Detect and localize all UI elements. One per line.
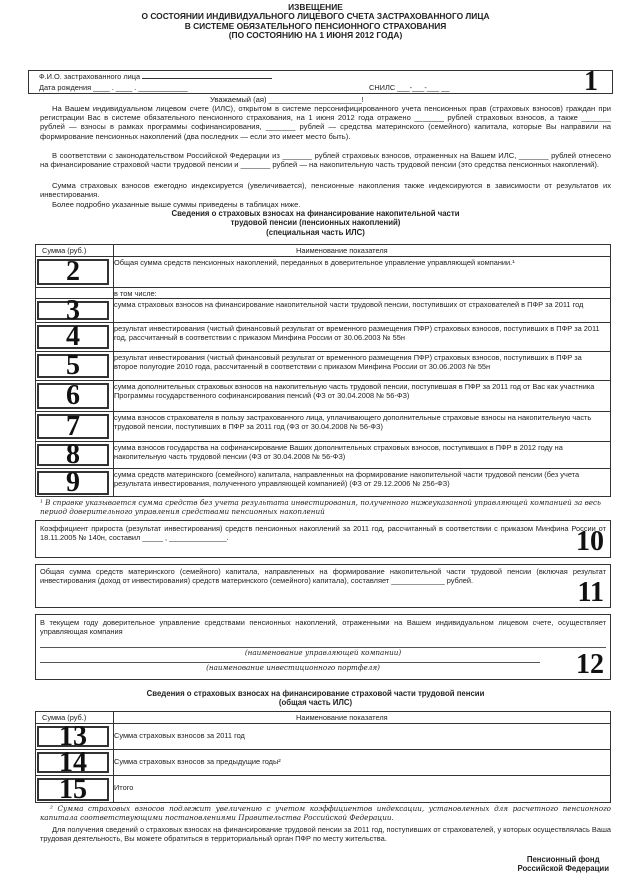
row-number-box[interactable] bbox=[37, 773, 109, 805]
table-row bbox=[35, 441, 611, 468]
row-text: Общая сумма средств пенсионных накоплений, переданных в доверительное управление управляющей компании.¹ bbox=[114, 258, 515, 267]
row-number-box[interactable] bbox=[37, 746, 109, 778]
intro-paragraph-1: На Вашем индивидуальном лицевом счете (ИЛС), открытом в системе персонифицированного учета пенсионных прав (страховых взносов) граждан при регистрации Вас в системе обязательного пенсионного страхования, на 1 июня 2012 года отражено _______ рублей страховых взносов, а также _______ рублей — взносы в рамках программы софинансирования, _______ рублей — средства материнского (семейного) капитала, которые Вы направили на формирование пенсионных накоплений (два последних — если это имеет место быть). bbox=[40, 104, 611, 141]
row-text: результат инвестирования (чистый финансовый результат от временного размещения ПФР) страховых взносов, поступивших в ПФР за второе полугодие 2010 года, рассчитанный в соответствии с приказом Минфина России от 30.06.2003 № 55н bbox=[114, 353, 582, 371]
fio-row bbox=[39, 72, 272, 81]
footnote-1: ¹ В справке указывается сумма средств без учета результата инвестирования, полученного нижеуказанной управляющей компанией за весь период доверительного управления средствами пенсионных накоплений bbox=[40, 498, 601, 516]
row-text: результат инвестирования (чистый финансовый результат от временного размещения ПФР) страховых взносов, поступивших в ПФР за 2011 год, рассчитанный в соответствии с приказом Минфина России от 30.06.2003 № 55н bbox=[114, 324, 600, 342]
col2-name-header: Наименование показателя bbox=[296, 713, 388, 722]
section2-title-1: Сведения о страховых взносах на финансирование страховой части трудовой пенсии bbox=[146, 689, 485, 698]
fio-label: Ф.И.О. застрахованного лица bbox=[39, 72, 141, 81]
row-text: сумма взносов государства на софинансирование Ваших дополнительных страховых взносов, поступивших в ПФР в 2012 году на накопительную часть трудовой пенсии (ФЗ от 30.04.2008 № 56-ФЗ) bbox=[114, 443, 563, 461]
section1-title bbox=[0, 209, 631, 237]
row-text: сумма средств материнского (семейного) капитала, направленных на формирование накопительной части трудовой пенсии (без учета результата инвестирования, полученного управляющей компанией) (ФЗ от 29.12.2006 № 256-ФЗ) bbox=[114, 470, 580, 488]
table-row bbox=[35, 720, 611, 752]
person-box bbox=[28, 66, 613, 97]
block-number-10: 10 bbox=[576, 526, 604, 557]
block-number-12: 12 bbox=[576, 649, 604, 680]
row-text: сумма дополнительных страховых взносов на накопительную часть трудовой пенсии, поступившая в ПФР за 2011 год от Вас как участника Программы государственного софинансирования пенсий (ФЗ от 30.04.2008 № 56-ФЗ) bbox=[114, 382, 595, 400]
management-company-box bbox=[35, 614, 611, 680]
row-number: 9 bbox=[66, 467, 80, 498]
signature-line-1: Пенсионный фонд bbox=[526, 855, 600, 864]
footnote-2: ² Сумма страховых взносов подлежит увеличению с учетом коэффициентов индексации, установленных для расчетного пенсионного капитала соответствующими постановлениями Правительства Российской Федерации. bbox=[40, 804, 611, 822]
row-number: 13 bbox=[59, 720, 87, 752]
row-text: Сумма страховых взносов за 2011 год bbox=[114, 731, 245, 740]
row-number: 2 bbox=[66, 256, 80, 287]
table-row bbox=[35, 746, 611, 778]
row-number: 14 bbox=[59, 746, 87, 778]
row-number-box[interactable] bbox=[37, 256, 109, 287]
row-text: Сумма страховых взносов за предыдущие годы² bbox=[114, 757, 281, 766]
row-text: в том числе: bbox=[114, 289, 157, 298]
row-text: сумма страховых взносов на финансирование накопительной части трудовой пенсии, поступивших от страхователей в ПФР за 2011 год bbox=[114, 300, 584, 309]
row-number-box[interactable] bbox=[37, 350, 109, 381]
dob-label: Дата рождения bbox=[39, 83, 92, 92]
table-row bbox=[35, 322, 611, 351]
fio-field[interactable] bbox=[142, 78, 272, 79]
row-number: 15 bbox=[59, 773, 87, 805]
title-line-3: В СИСТЕМЕ ОБЯЗАТЕЛЬНОГО ПЕНСИОННОГО СТРАХОВАНИЯ bbox=[184, 20, 447, 31]
snils-label: СНИЛС bbox=[369, 83, 396, 92]
row-number-box[interactable] bbox=[37, 720, 109, 752]
title-line-2: О СОСТОЯНИИ ИНДИВИДУАЛЬНОГО ЛИЦЕВОГО СЧЕТА ЗАСТРАХОВАННОГО ЛИЦА bbox=[141, 11, 490, 22]
section1-title-2: трудовой пенсии (пенсионных накоплений) bbox=[230, 218, 401, 228]
row-number: 5 bbox=[66, 350, 80, 381]
snils-field[interactable]: ___-___-___ __ bbox=[397, 83, 450, 92]
dob-field[interactable]: ____ . ____ . ____________ bbox=[93, 83, 188, 92]
row-number-box[interactable] bbox=[37, 410, 109, 442]
table-row bbox=[35, 775, 611, 803]
notice-title bbox=[0, 3, 631, 41]
intro-paragraph-2: В соответствии с законодательством Российской Федерации из _______ рублей страховых взносов, отраженных на Вашем ИЛС, _______ рублей отнесено на финансирование страховой части трудовой пенсии и _______ рублей — на накопительную часть трудовой пенсии (это средства пенсионных накоплений). bbox=[40, 151, 611, 170]
section1-title-1: Сведения о страховых взносах на финансирование накопительной части bbox=[171, 209, 460, 218]
portfolio-name-label: (наименование инвестиционного портфеля) bbox=[206, 663, 380, 672]
row-number-box[interactable] bbox=[37, 380, 109, 411]
row-number: 6 bbox=[66, 380, 80, 411]
block-number-1: 1 bbox=[584, 66, 598, 97]
row-number: 8 bbox=[66, 439, 80, 470]
row-number: 7 bbox=[66, 410, 80, 442]
row-number: 3 bbox=[66, 294, 80, 326]
coefficient-box bbox=[35, 520, 611, 558]
table-row bbox=[35, 411, 611, 441]
intro-paragraph-4: Более подробно указанные выше суммы приведены в таблицах ниже. bbox=[52, 200, 301, 209]
coefficient-text: Коэффициент прироста (результат инвестирования) средств пенсионных накоплений за 2011 год, рассчитанный в соответствии с приказом Минфина России от 18.11.2005 № 140н, составил _____ , ______________. bbox=[40, 524, 606, 542]
table-row bbox=[35, 468, 611, 497]
signature bbox=[517, 855, 609, 874]
section1-title-3: (специальная часть ИЛС) bbox=[266, 227, 365, 237]
row-number: 4 bbox=[66, 321, 80, 352]
block-number-11: 11 bbox=[577, 577, 604, 608]
table-row bbox=[35, 256, 611, 287]
intro-paragraph-3: Сумма страховых взносов ежегодно индексируется (увеличивается), пенсионные накопления также индексируются в зависимости от результатов их инвестирования. bbox=[40, 181, 611, 200]
row-text: сумма взносов страхователя в пользу застрахованного лица, уплачивающего дополнительные страховые взносы на накопительную часть трудовой пенсии, поступивших в ПФР за 2011 год (ФЗ от 30.04.2008 № 56-ФЗ) bbox=[114, 413, 592, 431]
dob-row bbox=[39, 83, 188, 92]
table-row bbox=[35, 287, 611, 298]
row-number-box[interactable] bbox=[37, 467, 109, 498]
snils-row bbox=[369, 83, 449, 92]
management-company-text: В текущем году доверительное управление средствами пенсионных накоплений, отраженными на Вашем индивидуальном лицевом счете, осуществляет управляющая компания bbox=[40, 618, 606, 636]
col2-sum-header: Сумма (руб.) bbox=[42, 713, 87, 722]
row-text: Итого bbox=[114, 783, 134, 792]
col-sum-header: Сумма (руб.) bbox=[42, 246, 87, 255]
signature-line-2: Российской Федерации bbox=[517, 864, 609, 874]
greeting: Уважаемый (ая) ______________________! bbox=[210, 95, 364, 104]
row-number-box[interactable] bbox=[37, 439, 109, 470]
closing-paragraph: Для получения сведений о страховых взносах на финансирование трудовой пенсии за 2011 год, поступивших от страхователей, у которых осуществлялась Ваша трудовая деятельность, Вы можете обратиться в территориальный орган ПФР по месту жительства. bbox=[40, 825, 611, 843]
title-line-1: ИЗВЕЩЕНИЕ bbox=[288, 2, 343, 12]
section2-title-2: (общая часть ИЛС) bbox=[278, 698, 353, 708]
row-number-box[interactable] bbox=[37, 294, 109, 326]
table-row bbox=[35, 294, 611, 326]
title-line-4: (ПО СОСТОЯНИЮ НА 1 ИЮНЯ 2012 ГОДА) bbox=[228, 30, 403, 41]
company-name-label: (наименование управляющей компании) bbox=[244, 648, 402, 657]
maternity-capital-box bbox=[35, 564, 611, 608]
table-row bbox=[35, 380, 611, 411]
section2-title bbox=[0, 689, 631, 708]
table-row bbox=[35, 351, 611, 380]
maternity-capital-text: Общая сумма средств материнского (семейного) капитала, направленных на формирование накопительной части трудовой пенсии (включая результат инвестирования (доход от инвестирования) средств материнского (семейного) капитала), составляет _____________ рублей. bbox=[40, 567, 606, 585]
row-number-box[interactable] bbox=[37, 321, 109, 352]
col-name-header: Наименование показателя bbox=[296, 246, 388, 255]
